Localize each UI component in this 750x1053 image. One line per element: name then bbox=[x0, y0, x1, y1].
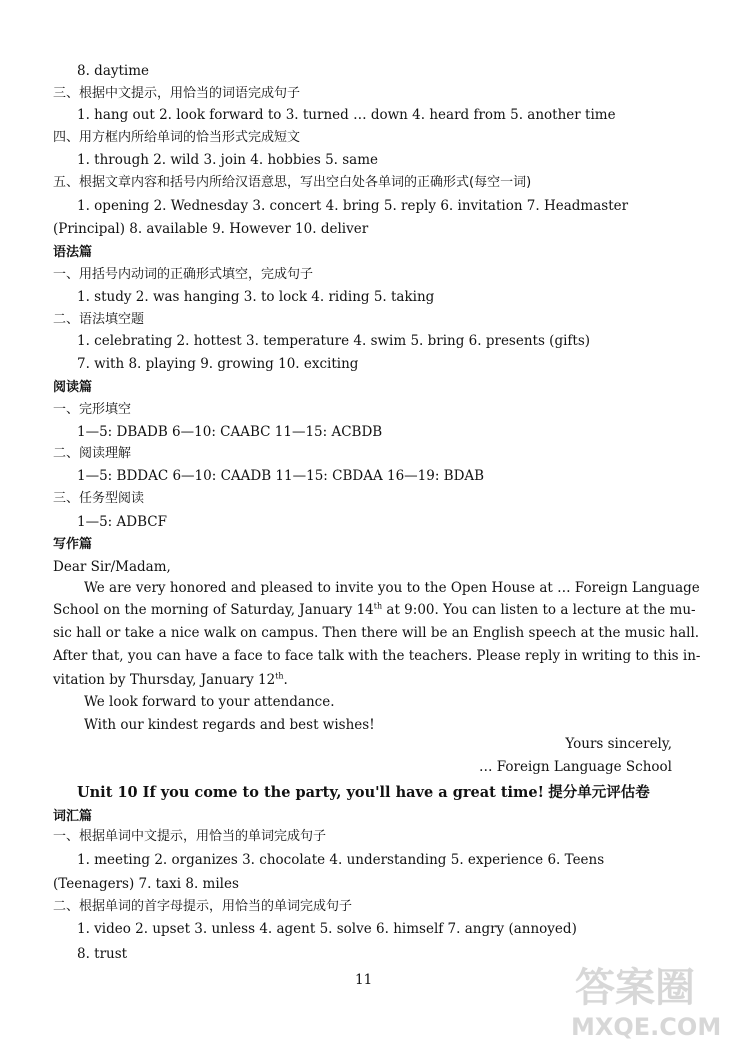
answer-line: 1. through 2. wild 3. join 4. hobbies 5. same bbox=[77, 152, 379, 168]
grammar-title: 语法篇 bbox=[53, 245, 93, 260]
watermark-text-bottom: MXQE.COM bbox=[571, 1013, 722, 1041]
section-heading: 一、完形填空 bbox=[53, 402, 132, 417]
letter-body-line: sic hall or take a nice walk on campus. Then there will be an English speech at the music hall. bbox=[53, 625, 700, 641]
section-heading: 三、根据中文提示，用恰当的词语完成句子 bbox=[53, 86, 301, 101]
answer-line: 7. with 8. playing 9. growing 10. exciting bbox=[77, 356, 359, 372]
answer-line: 1. celebrating 2. hottest 3. temperature 4. swim 5. bring 6. presents (gifts) bbox=[77, 333, 591, 349]
section-heading: 一、根据单词中文提示，用恰当的单词完成句子 bbox=[53, 829, 327, 844]
letter-closing: Yours sincerely, bbox=[565, 736, 672, 752]
watermark-text-top: 答案圈 bbox=[575, 965, 695, 1011]
section-heading: 二、阅读理解 bbox=[53, 446, 132, 461]
letter-body-line: With our kindest regards and best wishes! bbox=[84, 717, 375, 733]
answer-line: 1. study 2. was hanging 3. to lock 4. riding 5. taking bbox=[77, 289, 435, 305]
letter-body-line: vitation by Thursday, January 12th. bbox=[53, 671, 288, 688]
vocab-title: 词汇篇 bbox=[53, 809, 93, 824]
answer-line: (Principal) 8. available 9. However 10. deliver bbox=[53, 221, 369, 237]
section-heading: 三、任务型阅读 bbox=[53, 491, 145, 506]
section-heading: 二、根据单词的首字母提示，用恰当的单词完成句子 bbox=[53, 899, 353, 914]
letter-body-line: We are very honored and pleased to invite you to the Open House at … Foreign Language bbox=[84, 580, 700, 596]
answer-line: 8. trust bbox=[77, 946, 128, 962]
answer-line: 1—5: BDDAC 6—10: CAADB 11—15: CBDAA 16—19: BDAB bbox=[77, 468, 485, 484]
section-heading: 四、用方框内所给单词的恰当形式完成短文 bbox=[53, 130, 301, 145]
letter-body-line: School on the morning of Saturday, January 14th at 9:00. You can listen to a lecture at the mu- bbox=[53, 601, 696, 618]
section-heading: 五、根据文章内容和括号内所给汉语意思，写出空白处各单词的正确形式(每空一词) bbox=[53, 175, 532, 190]
answer-line: 1. video 2. upset 3. unless 4. agent 5. solve 6. himself 7. angry (annoyed) bbox=[77, 921, 577, 937]
letter-body-line: After that, you can have a face to face talk with the teachers. Please reply in writing to this in- bbox=[53, 648, 701, 664]
unit-title-cn: 提分单元评估卷 bbox=[548, 785, 650, 801]
answer-line: 1. opening 2. Wednesday 3. concert 4. bring 5. reply 6. invitation 7. Headmaster bbox=[77, 198, 629, 214]
page-number: 11 bbox=[355, 972, 373, 988]
answer-line: 1—5: ADBCF bbox=[77, 514, 167, 530]
answer-line: 1. meeting 2. organizes 3. chocolate 4. understanding 5. experience 6. Teens bbox=[77, 852, 605, 868]
letter-body-line: We look forward to your attendance. bbox=[84, 694, 335, 710]
answer-line: 1—5: DBADB 6—10: CAABC 11—15: ACBDB bbox=[77, 424, 383, 440]
writing-title: 写作篇 bbox=[53, 537, 93, 552]
answer-line: (Teenagers) 7. taxi 8. miles bbox=[53, 876, 239, 892]
section-heading: 一、用括号内动词的正确形式填空，完成句子 bbox=[53, 267, 314, 282]
watermark-logo bbox=[565, 953, 740, 1045]
answer-line: 8. daytime bbox=[77, 63, 150, 79]
unit-title bbox=[77, 785, 650, 801]
section-heading: 二、语法填空题 bbox=[53, 312, 145, 327]
letter-salutation: Dear Sir/Madam, bbox=[53, 559, 171, 575]
answer-line: 1. hang out 2. look forward to 3. turned … down 4. heard from 5. another time bbox=[77, 107, 616, 123]
letter-signature: … Foreign Language School bbox=[478, 759, 672, 775]
reading-title: 阅读篇 bbox=[53, 380, 93, 395]
unit-title-en: Unit 10 If you come to the party, you'll have a great time! bbox=[77, 784, 544, 801]
